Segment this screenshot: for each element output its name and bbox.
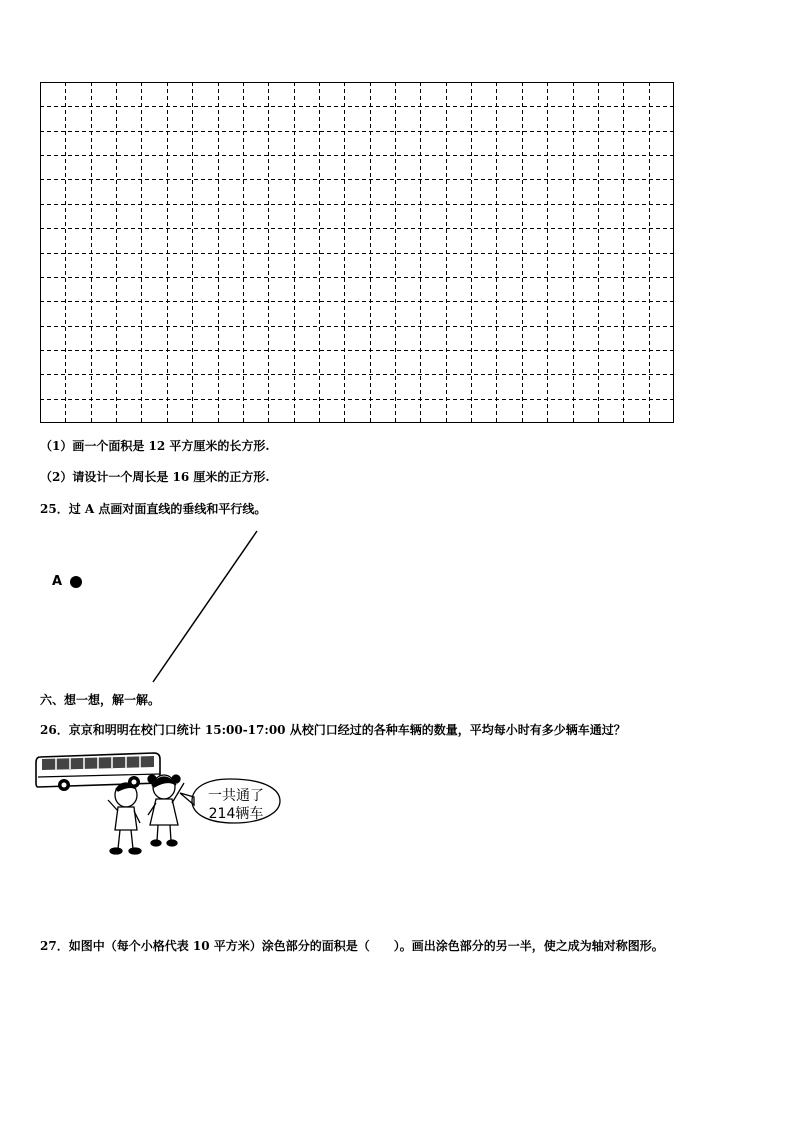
- given-line[interactable]: [153, 531, 257, 682]
- q25-figure[interactable]: [60, 525, 280, 690]
- q24-item1: （1）画一个面积是 12 平方厘米的长方形.: [40, 439, 270, 453]
- bubble-line2: 214辆车: [208, 806, 264, 822]
- point-a[interactable]: [70, 576, 82, 588]
- bubble-line1: 一共通了: [208, 788, 264, 804]
- q26-text: 26．京京和明明在校门口统计 15:00-17:00 从校门口经过的各种车辆的数量，平均每小时有多少辆车通过？: [40, 723, 626, 737]
- point-a-label: A: [52, 574, 63, 589]
- q25-text: 25．过 A 点画对面直线的垂线和平行线。: [40, 502, 267, 516]
- q27-text: 27．如图中（每个小格代表 10 平方米）涂色部分的面积是（ ）。画出涂色部分的另一半，使之成为轴对称图形。: [40, 939, 664, 953]
- section6-title: 六、想一想，解一解。: [40, 693, 161, 707]
- bus-icon: [36, 753, 160, 791]
- dotted-grid[interactable]: [40, 82, 674, 424]
- q24-item2: （2）请设计一个周长是 16 厘米的正方形.: [40, 470, 270, 484]
- girl-figure: [148, 775, 184, 846]
- boy-figure: [108, 783, 141, 854]
